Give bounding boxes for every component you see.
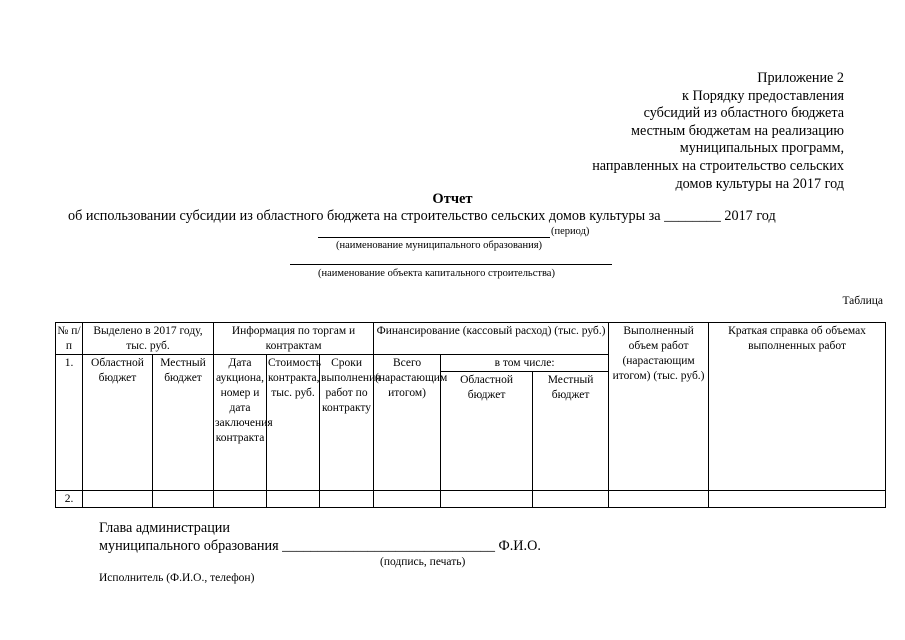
appendix-line: направленных на строительство сельских xyxy=(592,157,844,174)
header-fin-local: Местный бюджет xyxy=(533,372,609,491)
table-cell xyxy=(374,491,441,508)
table-cell xyxy=(441,491,533,508)
header-tender: Информация по торгам и контрактам xyxy=(214,323,374,355)
appendix-line: муниципальных программ, xyxy=(679,140,844,157)
row-number: 2. xyxy=(56,491,83,508)
table-row xyxy=(56,491,886,508)
document-title: Отчет xyxy=(432,191,473,207)
municipality-label: (наименование муниципального образования) xyxy=(336,240,543,251)
signature-title: Глава администрации xyxy=(99,520,230,536)
object-label: (наименование объекта капитального строительства) xyxy=(318,268,555,279)
header-fin-regional: Областной бюджет xyxy=(441,372,533,491)
document-subtitle: об использовании субсидии из областного бюджета на строительство сельских домов культуры за ________ 2017 год xyxy=(68,208,776,224)
header-summary: Краткая справка об объемах выполненных работ xyxy=(709,323,886,491)
appendix-line: домов культуры на 2017 год xyxy=(675,175,844,192)
table-cell xyxy=(533,491,609,508)
period-underline xyxy=(318,237,550,238)
table-cell xyxy=(320,491,374,508)
header-total: Всего (нарастающим итогом) xyxy=(374,355,441,491)
appendix-line: к Порядку предоставления xyxy=(682,87,844,104)
signature-note: (подпись, печать) xyxy=(380,556,466,568)
table-header-row xyxy=(56,323,886,355)
table-cell xyxy=(267,491,320,508)
header-including: в том числе: xyxy=(441,355,609,372)
object-underline xyxy=(290,264,612,265)
header-allocated: Выделено в 2017 году, тыс. руб. xyxy=(83,323,214,355)
header-volume: Выполненный объем работ (нарастающим итогом) (тыс. руб.) xyxy=(609,323,709,491)
table-cell xyxy=(83,491,153,508)
header-deadlines: Сроки выполнения работ по контракту xyxy=(320,355,374,491)
appendix-line: местным бюджетам на реализацию xyxy=(631,122,844,139)
header-financing: Финансирование (кассовый расход) (тыс. руб.) xyxy=(374,323,609,355)
table-cell xyxy=(153,491,214,508)
appendix-line: Приложение 2 xyxy=(757,70,844,86)
table-cell xyxy=(709,491,886,508)
table-cell xyxy=(214,491,267,508)
appendix-line: субсидий из областного бюджета xyxy=(643,105,844,122)
period-label: (период) xyxy=(551,226,590,237)
row-number: 1. xyxy=(56,355,83,491)
header-regional-budget: Областной бюджет xyxy=(83,355,153,491)
header-num: № п/п xyxy=(56,323,83,355)
table-cell xyxy=(609,491,709,508)
table-caption: Таблица xyxy=(842,295,883,307)
report-table xyxy=(55,322,886,508)
header-contract-cost: Стоимость контракта, тыс. руб. xyxy=(267,355,320,491)
appendix-block xyxy=(592,70,844,193)
header-local-budget: Местный бюджет xyxy=(153,355,214,491)
header-auction-date: Дата аукциона, номер и дата заключения контракта xyxy=(214,355,267,491)
executor-label: Исполнитель (Ф.И.О., телефон) xyxy=(99,572,255,584)
signature-line: муниципального образования ______________________________ Ф.И.О. xyxy=(99,538,541,554)
